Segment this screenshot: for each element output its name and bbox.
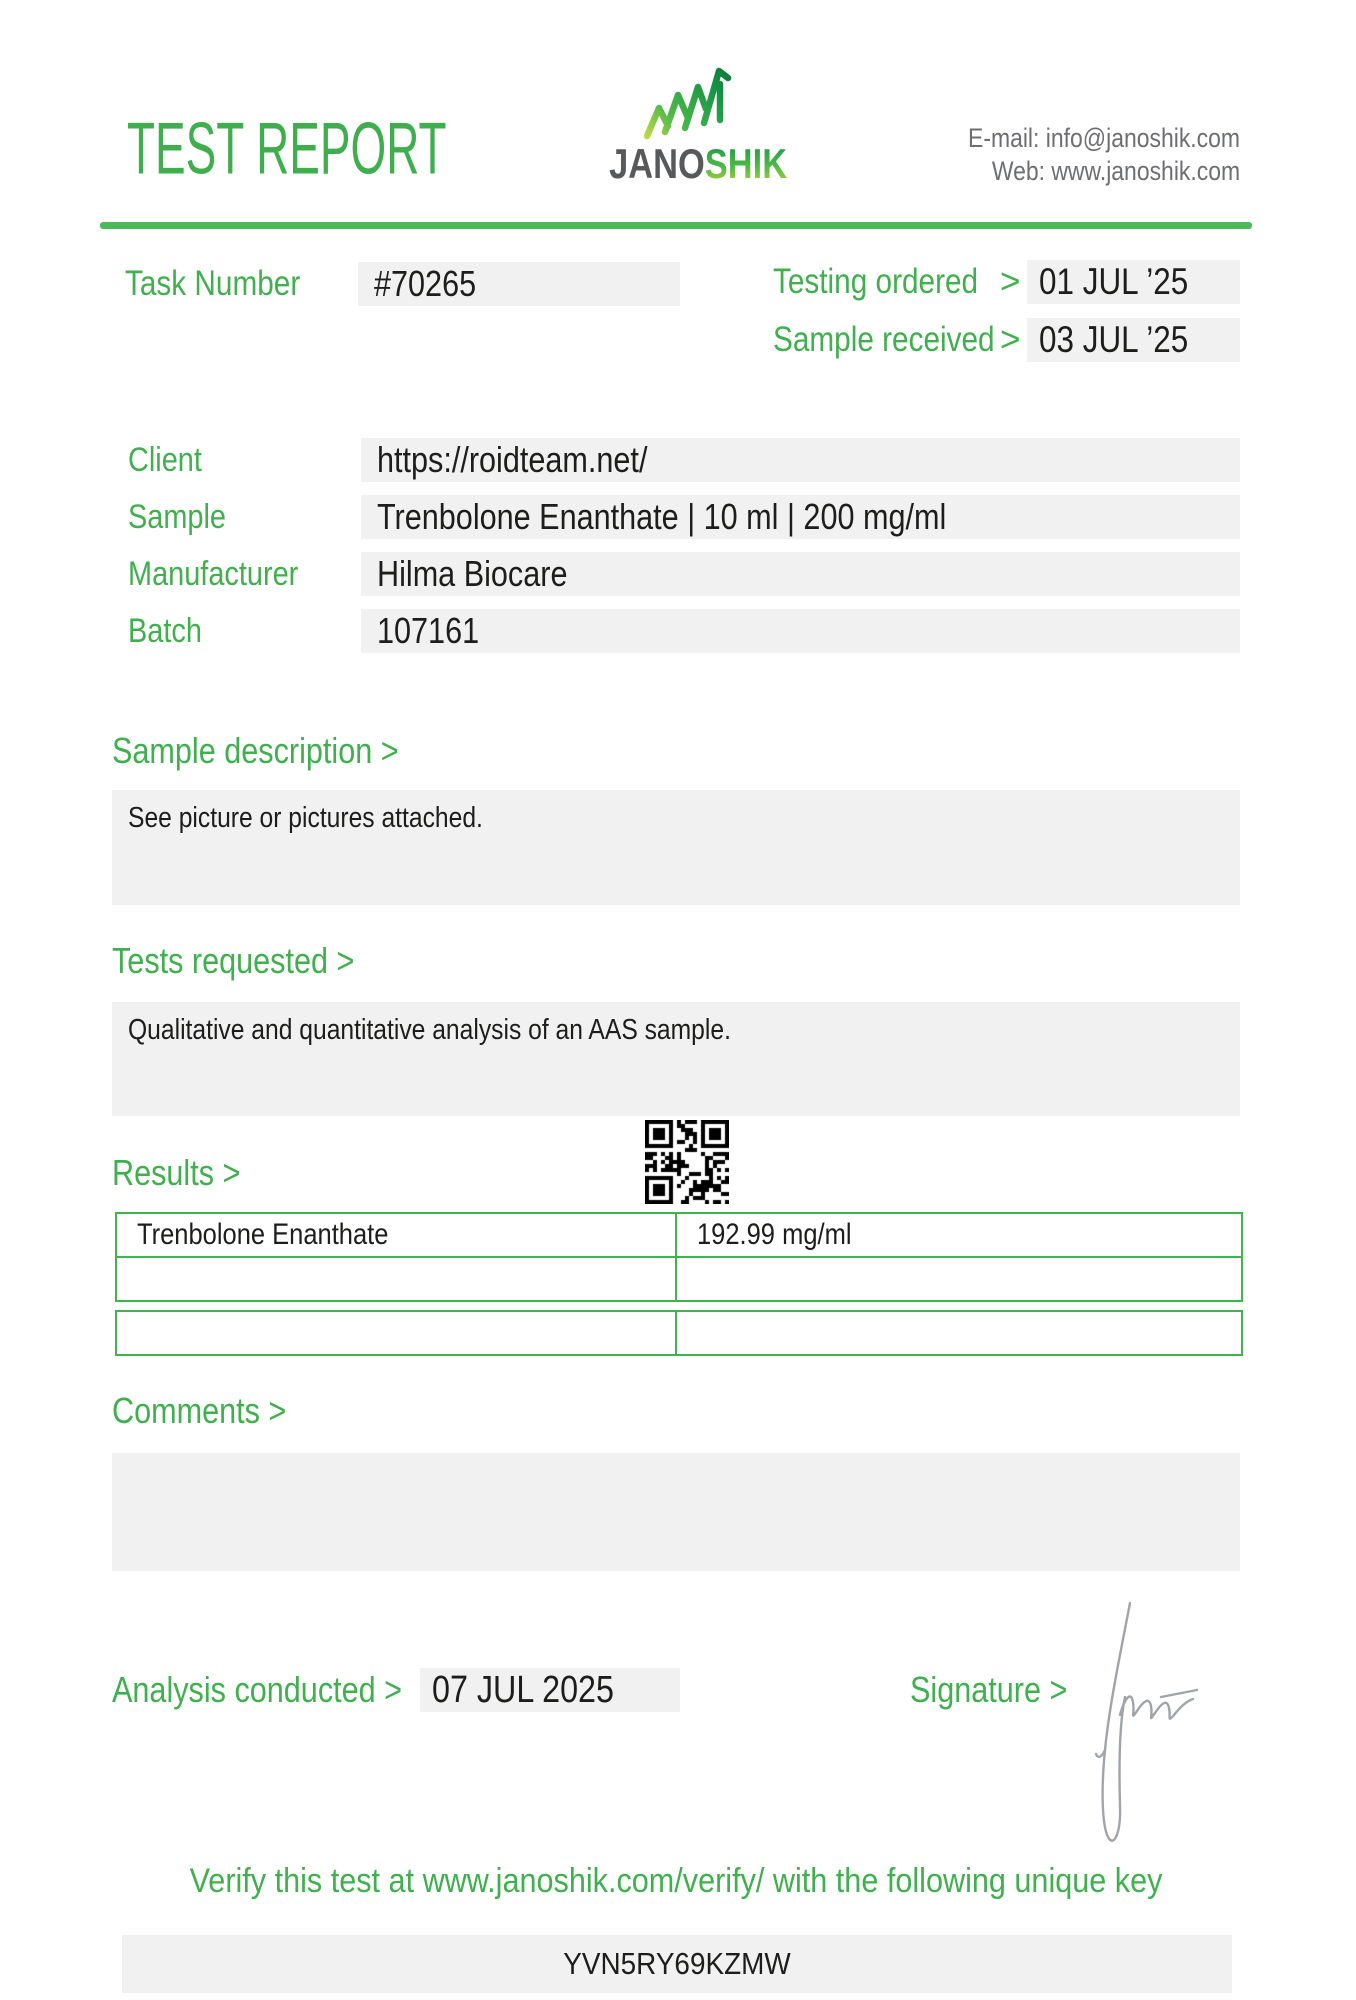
sample-description-heading: Sample description >: [112, 730, 399, 771]
sample-received-label: Sample received: [773, 320, 995, 359]
signature-scribble: [1075, 1585, 1225, 1870]
table-row: [115, 1212, 1243, 1258]
comments-box: [112, 1453, 1240, 1571]
janoshik-logo: [592, 64, 788, 187]
logo-text: [609, 140, 788, 187]
tests-requested-box: Qualitative and quantitative analysis of an AAS sample.: [112, 1002, 1240, 1116]
info-value-manufacturer: Hilma Biocare: [361, 552, 1240, 596]
info-label-manufacturer: Manufacturer: [128, 555, 299, 593]
info-value-batch: 107161: [361, 609, 1240, 653]
chevron-icon: >: [1000, 262, 1021, 301]
results-heading: Results >: [112, 1152, 241, 1193]
info-value-client: https://roidteam.net/: [361, 438, 1240, 482]
table-row: [115, 1310, 1243, 1356]
results-table: [115, 1212, 1243, 1356]
task-number-value: #70265: [358, 262, 680, 306]
analyte-cell: Trenbolone Enanthate: [117, 1214, 677, 1256]
header-divider: [100, 222, 1252, 229]
info-value-sample: Trenbolone Enanthate | 10 ml | 200 mg/ml: [361, 495, 1240, 539]
logo-text-jano: JANO: [609, 140, 705, 187]
analysis-conducted-label: Analysis conducted >: [112, 1669, 403, 1710]
info-label-sample: Sample: [128, 498, 226, 536]
testing-ordered-label: Testing ordered: [773, 262, 979, 301]
contact-email: E-mail: info@janoshik.com: [967, 123, 1240, 153]
qr-code: [645, 1120, 729, 1204]
analyte-cell: [117, 1258, 677, 1300]
result-cell: [677, 1312, 1241, 1354]
result-cell: 192.99 mg/ml: [697, 1218, 852, 1251]
tests-requested-heading: Tests requested >: [112, 940, 355, 981]
verify-text: Verify this test at www.janoshik.com/verify/ with the following unique key: [189, 1862, 1163, 1900]
chevron-icon: >: [1000, 320, 1021, 359]
verify-key: YVN5RY69KZMW: [122, 1935, 1232, 1993]
result-cell: [677, 1258, 1241, 1300]
info-label-client: Client: [128, 441, 202, 479]
comments-heading: Comments >: [112, 1390, 287, 1431]
sample-description-box: See picture or pictures attached.: [112, 790, 1240, 905]
janoshik-logo-icon: [639, 64, 735, 144]
contact-block: [920, 122, 1240, 188]
analysis-conducted-value: 07 JUL 2025: [420, 1668, 680, 1712]
task-number-label: Task Number: [125, 264, 301, 303]
table-row: [115, 1256, 1243, 1302]
sample-received-value: 03 JUL ’25: [1027, 318, 1240, 362]
analyte-cell: [117, 1312, 677, 1354]
signature-label: Signature >: [910, 1669, 1068, 1710]
testing-ordered-value: 01 JUL ’25: [1027, 260, 1240, 304]
page-title: TEST REPORT: [127, 108, 447, 190]
contact-web: Web: www.janoshik.com: [991, 156, 1240, 186]
logo-text-shik: SHIK: [704, 140, 788, 187]
info-label-batch: Batch: [128, 612, 202, 650]
